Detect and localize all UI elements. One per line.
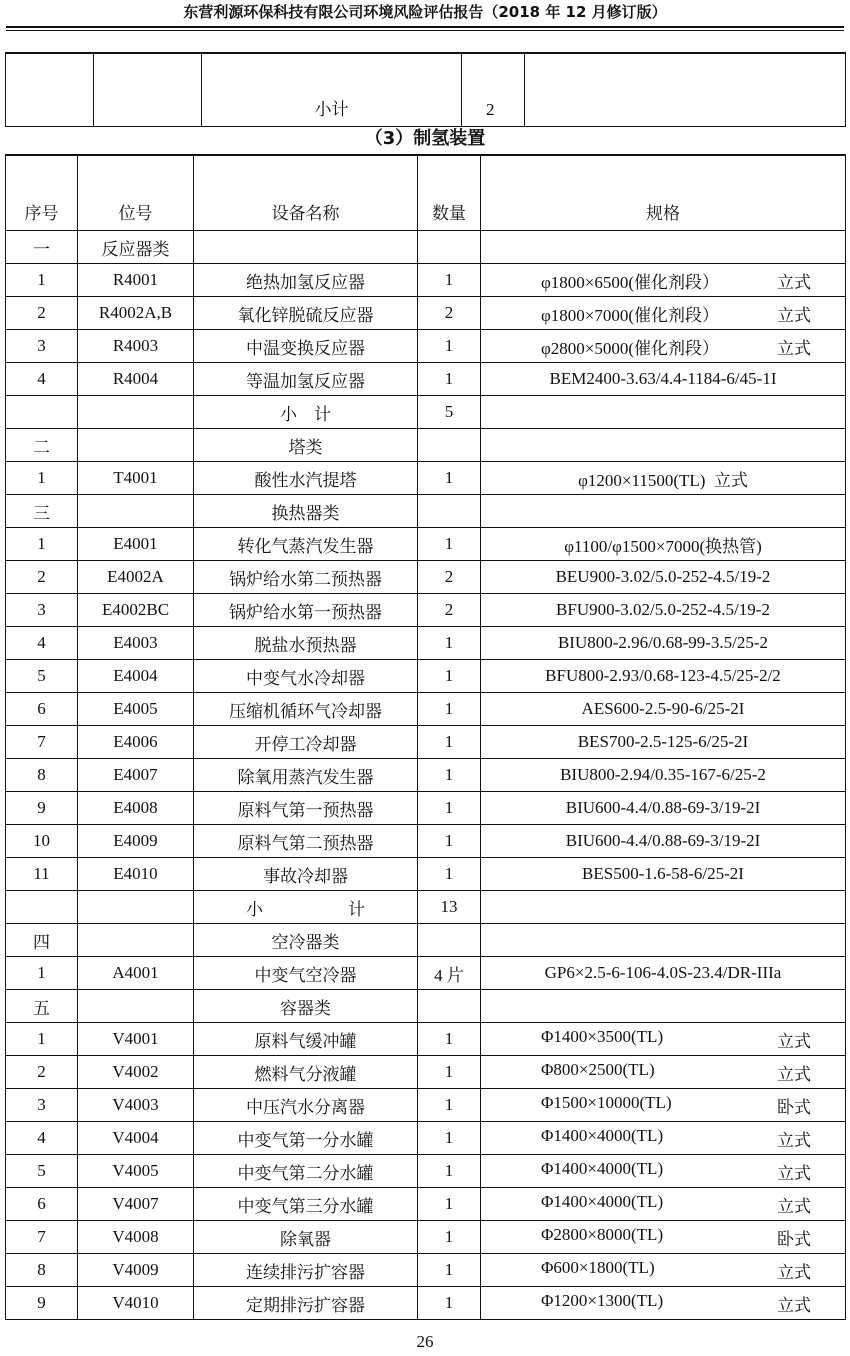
table-row [6,1155,846,1188]
row-number: 7 [6,1221,78,1254]
equipment-tag: V4002 [78,1056,194,1089]
subtotal-label: 小计 [202,53,462,127]
equipment-name: 绝热加氢反应器 [194,264,418,297]
row-number: 4 [6,627,78,660]
row-number: 四 [6,924,78,957]
equipment-name: 中变气第二分水罐 [194,1155,418,1188]
equipment-quantity: 2 [418,297,481,330]
equipment-name: 燃料气分液罐 [194,1056,418,1089]
equipment-name: 转化气蒸汽发生器 [194,528,418,561]
equipment-quantity: 1 [418,1056,481,1089]
equipment-tag: R4004 [78,363,194,396]
row-number: 7 [6,726,78,759]
table-row [6,891,846,924]
table-row [6,1254,846,1287]
row-number: 1 [6,1023,78,1056]
equipment-spec: BES500-1.6-58-6/25-2I [481,858,846,891]
equipment-spec [481,297,846,330]
table-cell [78,495,194,528]
equipment-tag: V4010 [78,1287,194,1320]
spec-wrapper [481,268,845,293]
table-row [6,1188,846,1221]
table-cell [525,53,846,127]
table-cell [78,990,194,1023]
equipment-name: 酸性水汽提塔 [194,462,418,495]
col-header-qty: 数量 [418,155,481,231]
previous-table-continuation [5,52,846,127]
row-number: 9 [6,1287,78,1320]
section-title: （3）制氢装置 [364,128,486,149]
equipment-name: 氧化锌脱硫反应器 [194,297,418,330]
table-row [6,429,846,462]
equipment-quantity: 1 [418,1023,481,1056]
row-number: 一 [6,231,78,264]
equipment-quantity: 1 [418,330,481,363]
row-number: 8 [6,1254,78,1287]
equipment-table [5,154,846,1320]
equipment-name: 原料气第一预热器 [194,792,418,825]
table-cell [78,924,194,957]
table-row [6,462,846,495]
equipment-quantity: 1 [418,726,481,759]
row-number: 1 [6,264,78,297]
spec-value: Φ2800×8000(TL) [541,1224,664,1244]
spec-value: φ2800×5000(催化剂段） [541,338,720,358]
table-cell [481,990,846,1023]
equipment-name: 中变气第三分水罐 [194,1188,418,1221]
header-rule [6,26,844,28]
equipment-quantity: 1 [418,1254,481,1287]
spec-value: Φ1500×10000(TL) [541,1092,672,1112]
spec-orientation: 卧式 [777,1229,811,1249]
col-header-tag: 位号 [78,155,194,231]
col-header-no: 序号 [6,155,78,231]
spec-value: φ1800×7000(催化剂段） [541,305,720,325]
row-number: 5 [6,660,78,693]
equipment-name: 脱盐水预热器 [194,627,418,660]
equipment-spec: φ1200×11500(TL) 立式 [481,462,846,495]
equipment-tag: A4001 [78,957,194,990]
equipment-spec: BIU600-4.4/0.88-69-3/19-2I [481,825,846,858]
equipment-quantity: 1 [418,1122,481,1155]
table-cell [481,429,846,462]
equipment-quantity: 1 [418,858,481,891]
equipment-quantity: 1 [418,462,481,495]
table-row [6,957,846,990]
equipment-tag: V4001 [78,1023,194,1056]
spec-value: Φ1400×4000(TL) [541,1158,664,1178]
table-row [6,1089,846,1122]
equipment-spec: BES700-2.5-125-6/25-2I [481,726,846,759]
row-number: 1 [6,957,78,990]
group-label: 空冷器类 [194,924,418,957]
equipment-tag: E4001 [78,528,194,561]
col-header-spec: 规格 [481,155,846,231]
group-label: 塔类 [194,429,418,462]
row-number: 9 [6,792,78,825]
group-label: 换热器类 [194,495,418,528]
table-cell [481,396,846,429]
equipment-spec: GP6×2.5-6-106-4.0S-23.4/DR-IIIa [481,957,846,990]
equipment-tag: E4005 [78,693,194,726]
subtotal-value: 13 [418,891,481,924]
table-cell [418,231,481,264]
equipment-tag: R4002A,B [78,297,194,330]
table-cell [481,891,846,924]
table-row [6,53,846,127]
equipment-spec [481,1089,846,1122]
table-row [6,825,846,858]
group-label: 容器类 [194,990,418,1023]
equipment-name: 锅炉给水第一预热器 [194,594,418,627]
spec-orientation: 立式 [777,1295,811,1315]
table-row [6,1122,846,1155]
spec-wrapper [481,1093,845,1118]
equipment-spec [481,1023,846,1056]
table-cell [481,924,846,957]
spec-wrapper [481,301,845,326]
row-number: 10 [6,825,78,858]
spec-wrapper [481,1060,845,1085]
equipment-spec [481,1287,846,1320]
row-number: 4 [6,363,78,396]
spec-value: Φ800×2500(TL) [541,1059,655,1079]
table-cell [6,53,94,127]
table-header-row [6,155,846,231]
equipment-spec [481,1254,846,1287]
table-cell [418,429,481,462]
row-number: 4 [6,1122,78,1155]
equipment-tag: T4001 [78,462,194,495]
report-header-title: 东营利源环保科技有限公司环境风险评估报告（2018 年 12 月修订版） [183,3,667,21]
table-row [6,528,846,561]
table-cell [481,495,846,528]
row-number: 2 [6,1056,78,1089]
row-number: 6 [6,693,78,726]
equipment-spec [481,1122,846,1155]
row-number: 2 [6,297,78,330]
equipment-spec [481,264,846,297]
equipment-tag: E4004 [78,660,194,693]
equipment-quantity: 1 [418,528,481,561]
equipment-name: 开停工冷却器 [194,726,418,759]
equipment-spec [481,1155,846,1188]
equipment-quantity: 4 片 [418,957,481,990]
equipment-tag: V4007 [78,1188,194,1221]
spec-value: Φ1400×4000(TL) [541,1125,664,1145]
spec-orientation: 卧式 [777,1097,811,1117]
row-number: 2 [6,561,78,594]
equipment-quantity: 1 [418,1089,481,1122]
spec-wrapper [481,1192,845,1217]
spec-wrapper [481,334,845,359]
equipment-tag: V4004 [78,1122,194,1155]
equipment-name: 原料气第二预热器 [194,825,418,858]
table-row [6,1056,846,1089]
equipment-quantity: 1 [418,693,481,726]
spec-value: Φ1200×1300(TL) [541,1290,664,1310]
equipment-name: 事故冷却器 [194,858,418,891]
row-number: 1 [6,462,78,495]
equipment-name: 除氧用蒸汽发生器 [194,759,418,792]
equipment-name: 中变气空冷器 [194,957,418,990]
equipment-tag: V4003 [78,1089,194,1122]
equipment-spec: BFU800-2.93/0.68-123-4.5/25-2/2 [481,660,846,693]
equipment-spec: BIU600-4.4/0.88-69-3/19-2I [481,792,846,825]
equipment-name: 中变气水冷却器 [194,660,418,693]
equipment-quantity: 1 [418,627,481,660]
equipment-quantity: 1 [418,1188,481,1221]
table-row [6,363,846,396]
spec-wrapper [481,1225,845,1250]
equipment-name: 定期排污扩容器 [194,1287,418,1320]
table-row [6,858,846,891]
table-cell [418,924,481,957]
equipment-spec: BFU900-3.02/5.0-252-4.5/19-2 [481,594,846,627]
spec-wrapper [481,1027,845,1052]
row-number: 5 [6,1155,78,1188]
spec-value: φ1800×6500(催化剂段） [541,272,720,292]
spec-orientation: 立式 [777,305,811,325]
row-number: 1 [6,528,78,561]
row-number: 二 [6,429,78,462]
row-number: 6 [6,1188,78,1221]
equipment-quantity: 1 [418,792,481,825]
table-cell [94,53,202,127]
table-row [6,231,846,264]
spec-orientation: 立式 [777,1130,811,1150]
spec-orientation: 立式 [777,1262,811,1282]
spec-orientation: 立式 [777,1031,811,1051]
equipment-spec: BEM2400-3.63/4.4-1184-6/45-1I [481,363,846,396]
subtotal-label: 小 计 [194,396,418,429]
table-cell [418,990,481,1023]
equipment-spec: BEU900-3.02/5.0-252-4.5/19-2 [481,561,846,594]
equipment-quantity: 1 [418,759,481,792]
table-cell [78,891,194,924]
table-row [6,561,846,594]
table-row [6,759,846,792]
table-row [6,990,846,1023]
spec-value: Φ1400×4000(TL) [541,1191,664,1211]
equipment-name: 中变气第一分水罐 [194,1122,418,1155]
spec-wrapper [481,1291,845,1316]
equipment-spec: BIU800-2.96/0.68-99-3.5/25-2 [481,627,846,660]
table-row [6,330,846,363]
equipment-name: 压缩机循环气冷却器 [194,693,418,726]
spec-wrapper [481,1159,845,1184]
equipment-name: 连续排污扩容器 [194,1254,418,1287]
equipment-name: 中压汽水分离器 [194,1089,418,1122]
table-row [6,1221,846,1254]
equipment-spec: φ1100/φ1500×7000(换热管) [481,528,846,561]
table-row [6,1287,846,1320]
equipment-tag: E4009 [78,825,194,858]
group-label: 反应器类 [78,231,194,264]
equipment-name: 除氧器 [194,1221,418,1254]
spec-orientation: 立式 [777,1064,811,1084]
table-row [6,264,846,297]
equipment-spec [481,1221,846,1254]
spec-orientation: 立式 [777,1196,811,1216]
equipment-tag: R4001 [78,264,194,297]
row-number: 3 [6,330,78,363]
table-row [6,693,846,726]
table-row [6,660,846,693]
table-row [6,726,846,759]
equipment-name: 原料气缓冲罐 [194,1023,418,1056]
row-number: 三 [6,495,78,528]
equipment-quantity: 1 [418,363,481,396]
spec-value: Φ600×1800(TL) [541,1257,655,1277]
table-row [6,1023,846,1056]
page-number: 26 [416,1332,434,1351]
equipment-tag: V4008 [78,1221,194,1254]
table-row [6,627,846,660]
equipment-tag: E4006 [78,726,194,759]
table-cell [78,429,194,462]
row-number: 五 [6,990,78,1023]
equipment-tag: E4010 [78,858,194,891]
row-number: 3 [6,594,78,627]
equipment-tag: E4002A [78,561,194,594]
spec-value: Φ1400×3500(TL) [541,1026,664,1046]
equipment-spec [481,330,846,363]
equipment-quantity: 1 [418,1221,481,1254]
equipment-quantity: 1 [418,1287,481,1320]
equipment-tag: E4008 [78,792,194,825]
spec-orientation: 立式 [777,1163,811,1183]
equipment-name: 锅炉给水第二预热器 [194,561,418,594]
equipment-tag: E4003 [78,627,194,660]
table-cell [481,231,846,264]
equipment-tag: R4003 [78,330,194,363]
row-number: 8 [6,759,78,792]
table-row [6,396,846,429]
table-row [6,297,846,330]
table-cell [194,231,418,264]
spec-wrapper [481,1126,845,1151]
table-cell [418,495,481,528]
table-row [6,924,846,957]
equipment-tag: V4005 [78,1155,194,1188]
equipment-name: 等温加氢反应器 [194,363,418,396]
equipment-spec [481,1056,846,1089]
row-number: 11 [6,858,78,891]
subtotal-label: 小 计 [194,891,418,924]
equipment-quantity: 1 [418,660,481,693]
row-number: 3 [6,1089,78,1122]
equipment-quantity: 2 [418,594,481,627]
header-rule-thin [6,30,844,31]
spec-wrapper [481,1258,845,1283]
equipment-quantity: 1 [418,825,481,858]
spec-orientation: 立式 [777,338,811,358]
table-cell [6,396,78,429]
equipment-name: 中温变换反应器 [194,330,418,363]
table-row [6,594,846,627]
equipment-tag: V4009 [78,1254,194,1287]
equipment-tag: E4007 [78,759,194,792]
equipment-quantity: 1 [418,1155,481,1188]
equipment-quantity: 2 [418,561,481,594]
spec-orientation: 立式 [777,272,811,292]
equipment-quantity: 1 [418,264,481,297]
equipment-spec: AES600-2.5-90-6/25-2I [481,693,846,726]
equipment-spec: BIU800-2.94/0.35-167-6/25-2 [481,759,846,792]
subtotal-value: 5 [418,396,481,429]
table-cell [6,891,78,924]
table-cell [78,396,194,429]
table-row [6,792,846,825]
col-header-name: 设备名称 [194,155,418,231]
subtotal-value: 2 [462,53,525,127]
equipment-spec [481,1188,846,1221]
equipment-tag: E4002BC [78,594,194,627]
table-row [6,495,846,528]
